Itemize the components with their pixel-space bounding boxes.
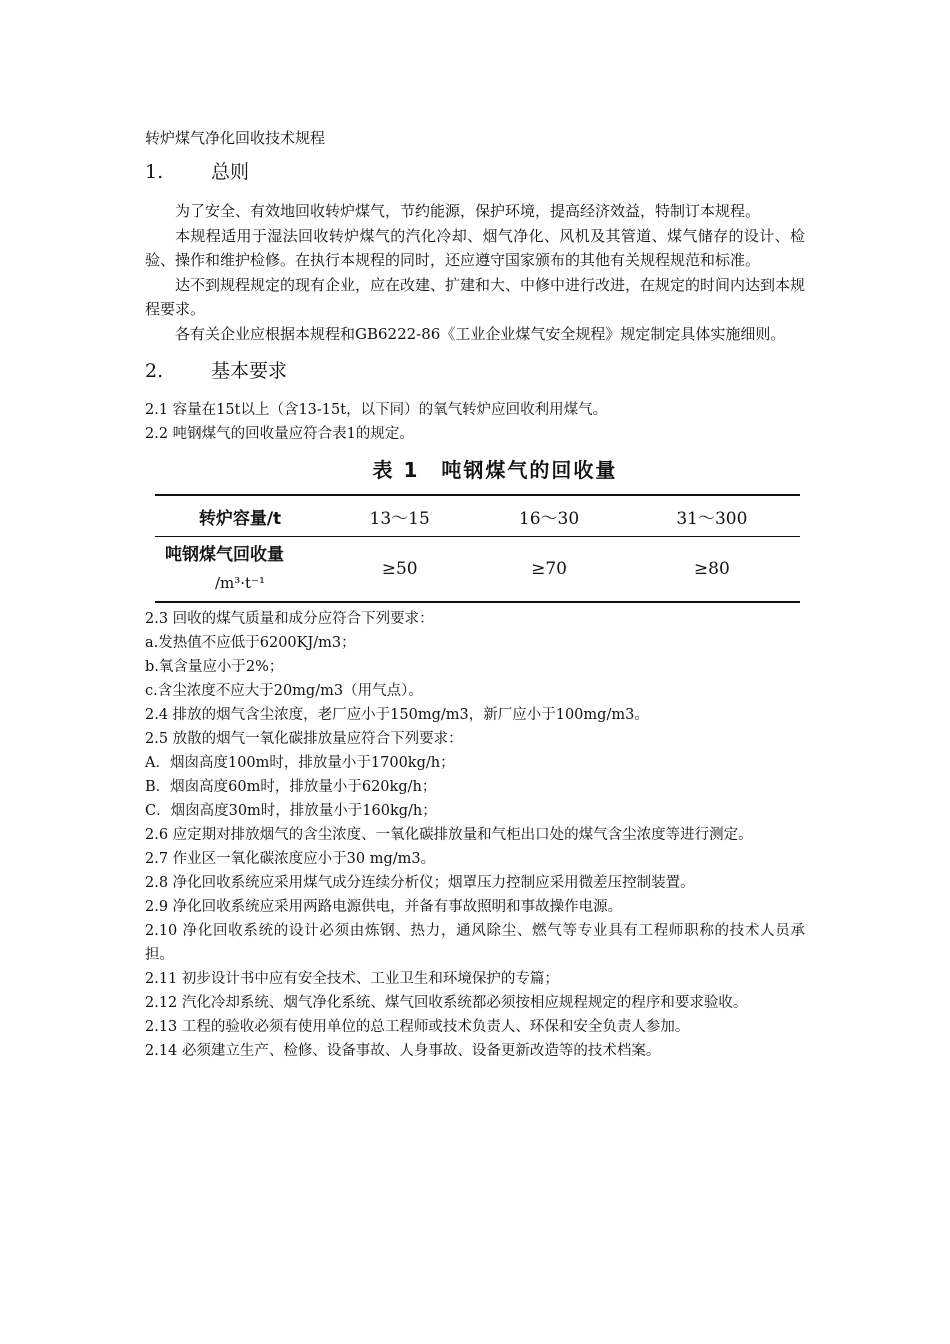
table-row-label-unit: /m³·t⁻¹ (214, 574, 266, 592)
list-item: 2.5 放散的烟气一氧化碳排放量应符合下列要求： (145, 731, 463, 747)
list-item: 2.9 净化回收系统应采用两路电源供电，并备有事故照明和事故操作电源。 (145, 899, 623, 915)
list-item: 2.7 作业区一氧化碳浓度应小于30 mg/m3。 (145, 851, 436, 867)
table-caption: 表 1 吨钢煤气的回收量 (372, 458, 618, 482)
list-item: 2.12 汽化冷却系统、烟气净化系统、煤气回收系统都必须按相应规程规定的程序和要求验收。 (145, 995, 748, 1011)
section-1-title: 总则 (211, 161, 250, 183)
list-item: A．烟囱高度100m时，排放量小于1700kg/h； (145, 755, 455, 771)
list-item: c.含尘浓度不应大于20mg/m3（用气点）。 (145, 683, 423, 699)
section-2-title: 基本要求 (211, 360, 288, 382)
document-title: 转炉煤气净化回收技术规程 (145, 129, 326, 147)
table-cell: ≥80 (693, 559, 730, 579)
list-item: 2.1 容量在15t以上（含13-15t，以下同）的氧气转炉应回收利用煤气。 (145, 402, 608, 418)
table-cell: ≥70 (531, 559, 567, 579)
list-item: 2.6 应定期对排放烟气的含尘浓度、一氧化碳排放量和气柜出口处的煤气含尘浓度等进行测定。 (145, 827, 753, 843)
section-1-number: 1. (145, 161, 164, 183)
table-column-header: 16～30 (474, 495, 623, 537)
list-item: b.氧含量应小于2%； (145, 659, 284, 675)
section-2-heading (145, 356, 805, 386)
list-item: 2.14 必须建立生产、检修、设备事故、人身事故、设备更新改造等的技术档案。 (145, 1043, 661, 1059)
list-item: 2.10 净化回收系统的设计必须由炼钢、热力，通风除尘、燃气等专业具有工程师职称的技术人员承担。 (145, 923, 805, 963)
table-header-label: 转炉容量/t (155, 495, 325, 537)
recovery-table (155, 494, 800, 603)
paragraph: 为了安全、有效地回收转炉煤气，节约能源，保护环境，提高经济效益，特制订本规程。 (175, 202, 761, 220)
paragraph: 各有关企业应根据本规程和GB6222-86《工业企业煤气安全规程》规定制定具体实施细则。 (175, 324, 786, 343)
paragraph: 达不到规程规定的现有企业，应在改建、扩建和大、中修中进行改进，在规定的时间内达到本规程要求。 (145, 275, 806, 318)
table-row-label-text: 吨钢煤气回收量 (165, 545, 284, 565)
list-item: 2.11 初步设计书中应有安全技术、工业卫生和环境保护的专篇； (145, 971, 559, 987)
table-cell: ≥50 (381, 559, 418, 579)
table-row-label (155, 537, 325, 603)
recovery-table-block (145, 452, 805, 603)
list-item: 2.8 净化回收系统应采用煤气成分连续分析仪；烟罩压力控制应采用微差压控制装置。 (145, 875, 695, 891)
table-column-header: 31～300 (624, 495, 800, 537)
table-header-row (155, 495, 800, 537)
list-item: 2.3 回收的煤气质量和成分应符合下列要求： (145, 611, 434, 627)
section-1-heading (145, 157, 805, 187)
table-column-header: 13～15 (325, 495, 474, 537)
list-item: C．烟囱高度30m时，排放量小于160kg/h； (145, 803, 437, 819)
section-2-number: 2. (145, 360, 164, 382)
list-item: 2.4 排放的烟气含尘浓度，老厂应小于150mg/m3，新厂应小于100mg/m3。 (145, 707, 649, 723)
paragraph: 本规程适用于湿法回收转炉煤气的汽化冷却、烟气净化、风机及其管道、煤气储存的设计、检验、操作和维护检修。在执行本规程的同时，还应遵守国家颁布的其他有关规程规范和标准。 (145, 226, 805, 269)
list-item: 2.2 吨钢煤气的回收量应符合表1的规定。 (145, 426, 414, 442)
document-page (145, 125, 805, 1063)
table-row (155, 537, 800, 603)
list-item: 2.13 工程的验收必须有使用单位的总工程师或技术负责人、环保和安全负责人参加。 (145, 1019, 690, 1035)
list-item: B．烟囱高度60m时，排放量小于620kg/h； (145, 779, 437, 795)
list-item: a.发热值不应低于6200KJ/m3； (145, 635, 356, 651)
